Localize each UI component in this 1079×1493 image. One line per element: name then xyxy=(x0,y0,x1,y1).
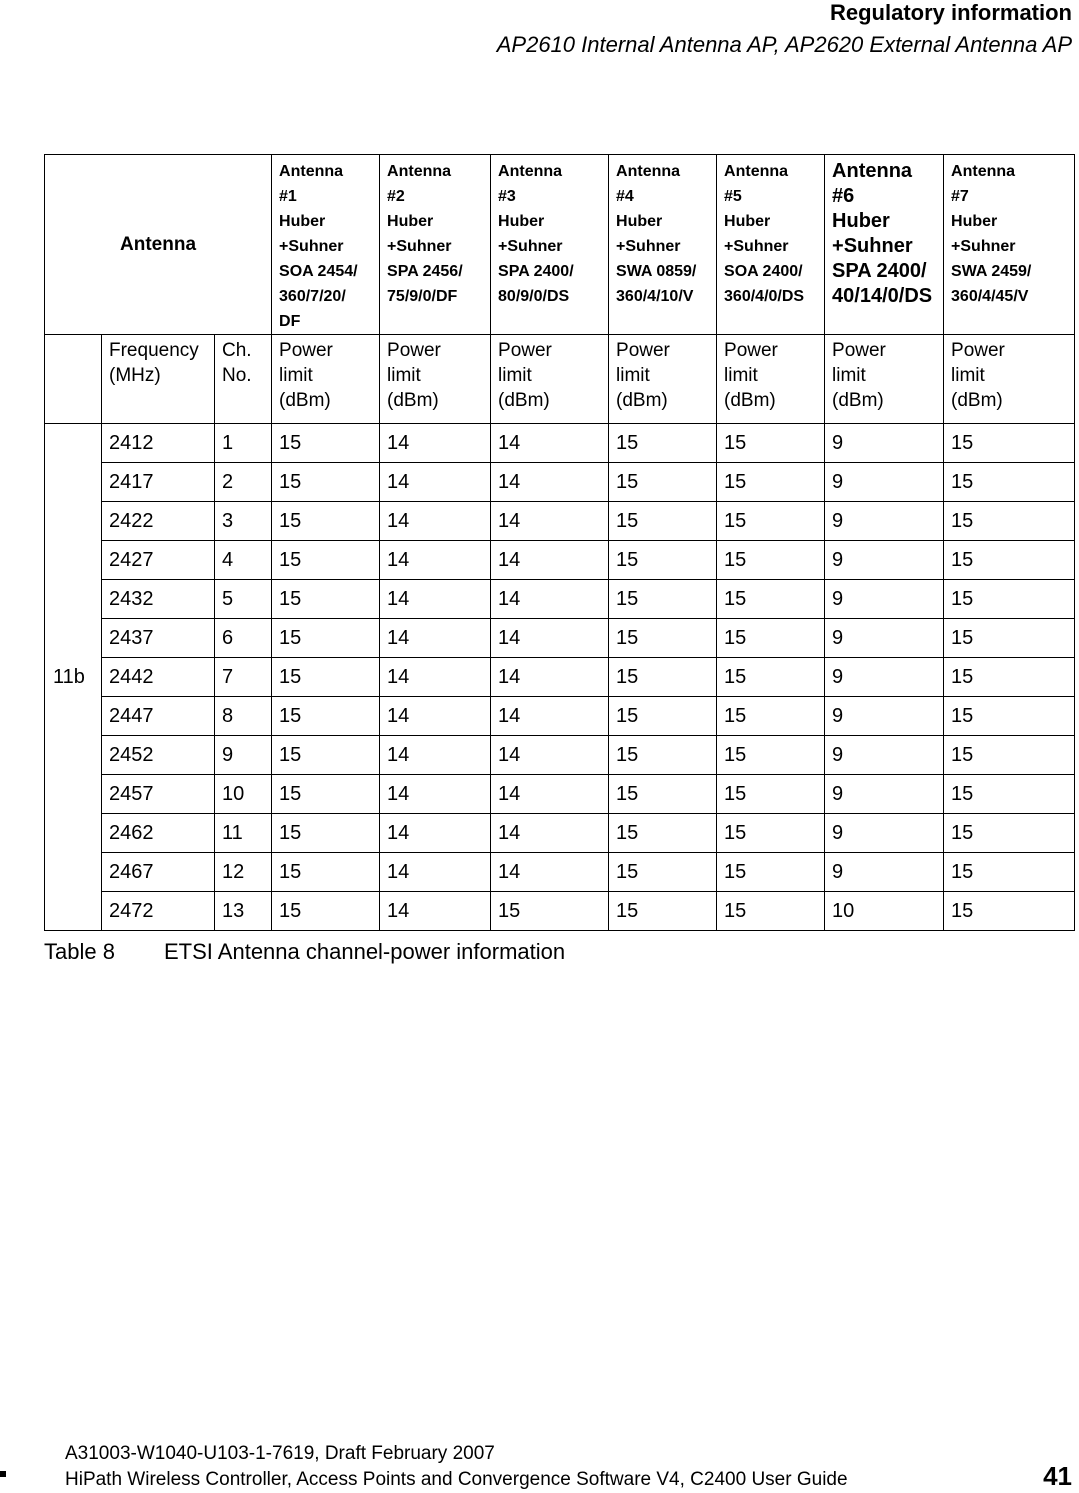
power-limit-cell: 14 xyxy=(380,619,491,658)
antenna-header-row xyxy=(45,155,1075,335)
power-limit-cell: 14 xyxy=(491,853,609,892)
power-limit-cell: 15 xyxy=(944,580,1075,619)
cell-line: Power xyxy=(279,340,333,361)
power-limit-cell: 15 xyxy=(944,736,1075,775)
cell-line: limit xyxy=(832,365,866,386)
table-caption xyxy=(44,939,565,965)
channel-cell: 9 xyxy=(215,736,272,775)
channel-cell: 11 xyxy=(215,814,272,853)
table-row xyxy=(45,463,1075,502)
channel-cell: 12 xyxy=(215,853,272,892)
power-limit-cell: 15 xyxy=(272,814,380,853)
antenna-1-header xyxy=(272,155,380,335)
power-limit-cell: 15 xyxy=(944,892,1075,931)
power-limit-cell: 15 xyxy=(944,424,1075,463)
channel-unit-cell xyxy=(215,335,272,424)
channel-cell: 13 xyxy=(215,892,272,931)
cell-line: (dBm) xyxy=(387,390,439,411)
power-limit-cell: 15 xyxy=(717,736,825,775)
power-limit-cell: 15 xyxy=(944,619,1075,658)
antenna-3-header xyxy=(491,155,609,335)
power-limit-unit-cell xyxy=(944,335,1075,424)
frequency-cell: 2442 xyxy=(102,658,215,697)
power-limit-cell: 15 xyxy=(944,814,1075,853)
power-limit-cell: 14 xyxy=(491,580,609,619)
power-limit-unit-cell xyxy=(825,335,944,424)
cell-line: +Suhner xyxy=(724,238,789,255)
power-limit-cell: 9 xyxy=(825,775,944,814)
cell-line: Antenna xyxy=(616,163,681,180)
cell-line: 80/9/0/DS xyxy=(498,288,570,305)
cell-line: limit xyxy=(387,365,421,386)
power-limit-cell: 15 xyxy=(609,736,717,775)
power-limit-cell: 15 xyxy=(272,580,380,619)
frequency-cell: 2452 xyxy=(102,736,215,775)
channel-cell: 7 xyxy=(215,658,272,697)
antenna-2-header xyxy=(380,155,491,335)
power-limit-cell: 15 xyxy=(609,580,717,619)
power-limit-cell: 14 xyxy=(380,814,491,853)
power-limit-cell: 9 xyxy=(825,502,944,541)
footer-doc-id: A31003-W1040-U103-1-7619, Draft February 2007 xyxy=(65,1443,495,1464)
power-limit-cell: 15 xyxy=(609,463,717,502)
power-limit-cell: 15 xyxy=(491,892,609,931)
power-limit-cell: 14 xyxy=(491,463,609,502)
antenna-5-header xyxy=(717,155,825,335)
power-limit-cell: 9 xyxy=(825,736,944,775)
power-limit-cell: 14 xyxy=(491,697,609,736)
cell-line: limit xyxy=(951,365,985,386)
cell-line: Antenna xyxy=(387,163,452,180)
frequency-cell: 2447 xyxy=(102,697,215,736)
frequency-unit-cell xyxy=(102,335,215,424)
table-row xyxy=(45,424,1075,463)
power-limit-cell: 14 xyxy=(380,736,491,775)
cell-line: SPA 2400/ xyxy=(498,263,574,280)
frequency-cell: 2472 xyxy=(102,892,215,931)
power-limit-cell: 15 xyxy=(944,502,1075,541)
power-limit-unit-cell xyxy=(609,335,717,424)
frequency-cell: 2462 xyxy=(102,814,215,853)
power-limit-cell: 15 xyxy=(717,658,825,697)
cell-line: 360/4/0/DS xyxy=(724,288,805,305)
cell-line: (dBm) xyxy=(279,390,331,411)
cell-line: DF xyxy=(279,313,301,330)
cell-line: 360/4/10/V xyxy=(616,288,694,305)
cell-line: #1 xyxy=(279,188,297,205)
page-number: 41 xyxy=(1043,1461,1072,1491)
power-limit-cell: 15 xyxy=(717,580,825,619)
power-limit-cell: 14 xyxy=(491,619,609,658)
power-limit-cell: 14 xyxy=(380,658,491,697)
power-limit-cell: 14 xyxy=(491,424,609,463)
cell-line: Antenna xyxy=(832,160,913,182)
power-limit-cell: 15 xyxy=(609,697,717,736)
power-limit-cell: 15 xyxy=(944,697,1075,736)
cell-line: SWA 2459/ xyxy=(951,263,1032,280)
power-limit-cell: 9 xyxy=(825,697,944,736)
channel-cell: 4 xyxy=(215,541,272,580)
power-limit-cell: 15 xyxy=(717,424,825,463)
power-limit-cell: 15 xyxy=(944,853,1075,892)
cell-line: limit xyxy=(616,365,650,386)
cell-line: (MHz) xyxy=(109,365,161,386)
footer-guide-title: HiPath Wireless Controller, Access Points and Convergence Software V4, C2400 User Guide xyxy=(65,1469,848,1490)
cell-line: Huber xyxy=(616,213,663,230)
power-limit-cell: 9 xyxy=(825,541,944,580)
power-limit-cell: 15 xyxy=(609,619,717,658)
power-limit-cell: 14 xyxy=(380,775,491,814)
power-limit-cell: 15 xyxy=(609,502,717,541)
cell-line: +Suhner xyxy=(951,238,1016,255)
power-limit-cell: 15 xyxy=(609,658,717,697)
channel-cell: 10 xyxy=(215,775,272,814)
cell-line: (dBm) xyxy=(616,390,668,411)
cell-line: Antenna xyxy=(279,163,344,180)
caption-label: Table 8 xyxy=(44,939,115,964)
cell-line: Huber xyxy=(724,213,771,230)
cell-line: #3 xyxy=(498,188,516,205)
table-row xyxy=(45,775,1075,814)
frequency-cell: 2422 xyxy=(102,502,215,541)
power-limit-cell: 15 xyxy=(272,775,380,814)
cell-line: SPA 2456/ xyxy=(387,263,463,280)
power-limit-cell: 15 xyxy=(944,463,1075,502)
cell-line: Ch. xyxy=(222,340,252,361)
cell-line: (dBm) xyxy=(832,390,884,411)
power-limit-unit-cell xyxy=(491,335,609,424)
cell-line: Huber xyxy=(498,213,545,230)
cell-line: Frequency xyxy=(109,340,199,361)
power-limit-cell: 14 xyxy=(380,853,491,892)
power-limit-cell: 15 xyxy=(272,463,380,502)
frequency-cell: 2437 xyxy=(102,619,215,658)
power-limit-cell: 9 xyxy=(825,853,944,892)
cell-line: SOA 2400/ xyxy=(724,263,803,280)
power-limit-cell: 14 xyxy=(491,658,609,697)
table-row xyxy=(45,580,1075,619)
cell-line: +Suhner xyxy=(387,238,452,255)
power-limit-cell: 15 xyxy=(272,424,380,463)
antenna-4-header xyxy=(609,155,717,335)
power-limit-cell: 15 xyxy=(944,541,1075,580)
power-limit-cell: 15 xyxy=(944,658,1075,697)
power-limit-cell: 15 xyxy=(272,502,380,541)
antenna-header-cell: Antenna xyxy=(45,155,272,335)
power-limit-cell: 9 xyxy=(825,580,944,619)
table-row xyxy=(45,541,1075,580)
caption-text: ETSI Antenna channel-power information xyxy=(164,939,566,964)
power-limit-cell: 14 xyxy=(380,697,491,736)
footer-bullet xyxy=(0,1471,6,1477)
power-limit-cell: 15 xyxy=(609,541,717,580)
cell-line: SOA 2454/ xyxy=(279,263,358,280)
power-limit-cell: 14 xyxy=(380,541,491,580)
power-limit-cell: 15 xyxy=(272,658,380,697)
power-limit-cell: 15 xyxy=(717,463,825,502)
cell-line: 360/4/45/V xyxy=(951,288,1029,305)
table-row xyxy=(45,658,1075,697)
cell-line: Antenna xyxy=(724,163,789,180)
blank-cell xyxy=(45,335,102,424)
cell-line: No. xyxy=(222,365,252,386)
cell-line: Power xyxy=(951,340,1005,361)
power-limit-cell: 14 xyxy=(380,502,491,541)
table-row xyxy=(45,892,1075,931)
cell-line: (dBm) xyxy=(724,390,776,411)
table-row xyxy=(45,736,1075,775)
table-row xyxy=(45,619,1075,658)
power-limit-cell: 15 xyxy=(609,775,717,814)
power-limit-cell: 10 xyxy=(825,892,944,931)
table-row xyxy=(45,853,1075,892)
channel-cell: 2 xyxy=(215,463,272,502)
power-limit-cell: 9 xyxy=(825,658,944,697)
power-limit-cell: 15 xyxy=(717,853,825,892)
cell-line: Power xyxy=(832,340,886,361)
power-limit-cell: 14 xyxy=(380,424,491,463)
cell-line: #6 xyxy=(832,185,855,207)
cell-line: +Suhner xyxy=(616,238,681,255)
channel-cell: 1 xyxy=(215,424,272,463)
frequency-cell: 2432 xyxy=(102,580,215,619)
cell-line: Antenna xyxy=(498,163,563,180)
cell-line: #4 xyxy=(616,188,634,205)
power-limit-cell: 14 xyxy=(491,775,609,814)
power-limit-cell: 14 xyxy=(380,892,491,931)
channel-cell: 3 xyxy=(215,502,272,541)
cell-line: SWA 0859/ xyxy=(616,263,697,280)
power-limit-cell: 14 xyxy=(491,502,609,541)
cell-line: Huber xyxy=(951,213,998,230)
power-limit-cell: 15 xyxy=(717,775,825,814)
cell-line: limit xyxy=(279,365,313,386)
power-limit-cell: 14 xyxy=(491,541,609,580)
cell-line: Huber xyxy=(832,210,890,232)
cell-line: +Suhner xyxy=(498,238,563,255)
power-limit-cell: 9 xyxy=(825,463,944,502)
table-row xyxy=(45,697,1075,736)
power-limit-cell: 15 xyxy=(272,736,380,775)
frequency-cell: 2457 xyxy=(102,775,215,814)
cell-line: +Suhner xyxy=(279,238,344,255)
power-limit-cell: 9 xyxy=(825,814,944,853)
cell-line: Huber xyxy=(387,213,434,230)
power-limit-unit-cell xyxy=(272,335,380,424)
cell-line: Power xyxy=(387,340,441,361)
cell-line: #5 xyxy=(724,188,742,205)
power-limit-cell: 15 xyxy=(717,619,825,658)
power-limit-cell: 15 xyxy=(609,814,717,853)
cell-line: #2 xyxy=(387,188,405,205)
power-limit-cell: 9 xyxy=(825,619,944,658)
power-limit-unit-cell xyxy=(380,335,491,424)
power-limit-cell: 15 xyxy=(717,892,825,931)
power-limit-cell: 14 xyxy=(491,814,609,853)
channel-cell: 8 xyxy=(215,697,272,736)
power-limit-cell: 14 xyxy=(380,463,491,502)
frequency-cell: 2467 xyxy=(102,853,215,892)
antenna-7-header xyxy=(944,155,1075,335)
frequency-cell: 2427 xyxy=(102,541,215,580)
power-limit-cell: 15 xyxy=(717,697,825,736)
power-limit-cell: 15 xyxy=(609,424,717,463)
table-row xyxy=(45,502,1075,541)
power-limit-cell: 15 xyxy=(272,892,380,931)
cell-line: #7 xyxy=(951,188,969,205)
power-limit-cell: 15 xyxy=(717,814,825,853)
cell-line: 360/7/20/ xyxy=(279,288,346,305)
cell-line: Power xyxy=(724,340,778,361)
cell-line: Antenna xyxy=(951,163,1016,180)
cell-line: (dBm) xyxy=(498,390,550,411)
channel-cell: 5 xyxy=(215,580,272,619)
power-limit-cell: 14 xyxy=(491,736,609,775)
frequency-cell: 2417 xyxy=(102,463,215,502)
cell-line: Power xyxy=(616,340,670,361)
power-limit-cell: 14 xyxy=(380,580,491,619)
cell-line: 40/14/0/DS xyxy=(832,285,933,307)
power-limit-cell: 15 xyxy=(717,502,825,541)
power-limit-cell: 15 xyxy=(272,541,380,580)
power-limit-unit-cell xyxy=(717,335,825,424)
power-limit-cell: 9 xyxy=(825,424,944,463)
power-limit-cell: 15 xyxy=(609,892,717,931)
cell-line: limit xyxy=(724,365,758,386)
units-row xyxy=(45,335,1075,424)
cell-line: 75/9/0/DF xyxy=(387,288,458,305)
table-row xyxy=(45,814,1075,853)
power-limit-cell: 15 xyxy=(717,541,825,580)
cell-line: +Suhner xyxy=(832,235,913,257)
section-subtitle: AP2610 Internal Antenna AP, AP2620 External Antenna AP xyxy=(496,32,1072,57)
frequency-cell: 2412 xyxy=(102,424,215,463)
cell-line: Power xyxy=(498,340,552,361)
power-limit-cell: 15 xyxy=(272,697,380,736)
cell-line: Huber xyxy=(279,213,326,230)
channel-power-table xyxy=(44,154,1075,931)
section-title: Regulatory information xyxy=(829,0,1072,25)
band-cell: 11b xyxy=(45,424,102,931)
cell-line: limit xyxy=(498,365,532,386)
power-limit-cell: 15 xyxy=(272,619,380,658)
channel-cell: 6 xyxy=(215,619,272,658)
power-limit-cell: 15 xyxy=(609,853,717,892)
antenna-6-header xyxy=(825,155,944,335)
power-limit-cell: 15 xyxy=(272,853,380,892)
cell-line: (dBm) xyxy=(951,390,1003,411)
power-limit-cell: 15 xyxy=(944,775,1075,814)
cell-line: SPA 2400/ xyxy=(832,260,927,282)
